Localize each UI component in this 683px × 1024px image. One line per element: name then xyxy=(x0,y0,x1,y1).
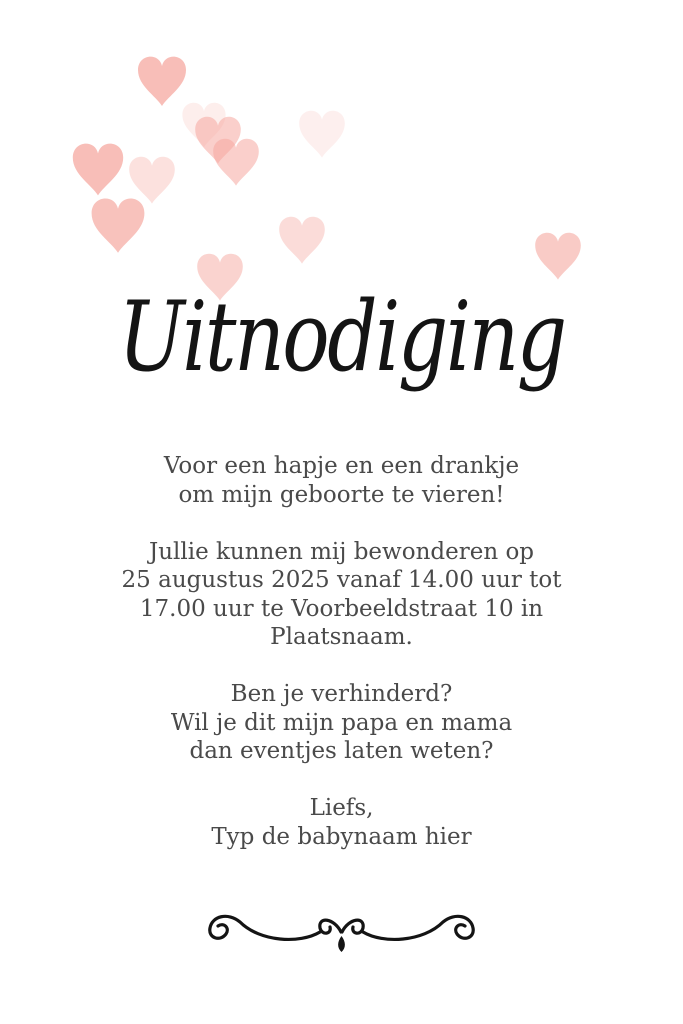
text-line: Ben je verhinderd? xyxy=(230,681,453,707)
text-line: 25 augustus 2025 vanaf 14.00 uur tot xyxy=(121,567,562,593)
text-line: Liefs, xyxy=(309,795,374,821)
text-line: om mijn geboorte te vieren! xyxy=(178,481,505,508)
heart-icon xyxy=(299,111,345,158)
text-line: Plaatsnaam. xyxy=(270,624,413,650)
paragraph-rsvp xyxy=(60,680,623,766)
invitation-body xyxy=(60,452,623,880)
heart-icon xyxy=(129,157,175,204)
text-line: Voor een hapje en een drankje xyxy=(163,453,520,479)
invitation-title: Uitnodiging xyxy=(118,281,565,393)
text-line: dan eventjes laten weten? xyxy=(189,738,494,764)
heart-icon xyxy=(73,144,123,196)
heart-icon xyxy=(279,217,325,264)
heart-icon xyxy=(138,57,186,106)
paragraph-details xyxy=(60,538,623,652)
text-line: Typ de babynaam hier xyxy=(211,823,472,850)
flourish-divider-icon xyxy=(200,900,483,960)
text-line: 17.00 uur te Voorbeeldstraat 10 in xyxy=(139,595,544,622)
paragraph-intro xyxy=(60,452,623,509)
paragraph-signoff xyxy=(60,794,623,851)
text-line: Jullie kunnen mij bewonderen op xyxy=(148,538,535,565)
heart-icon xyxy=(92,199,145,253)
text-line: Wil je dit mijn papa en mama xyxy=(170,709,513,736)
heart-icon xyxy=(213,139,259,186)
